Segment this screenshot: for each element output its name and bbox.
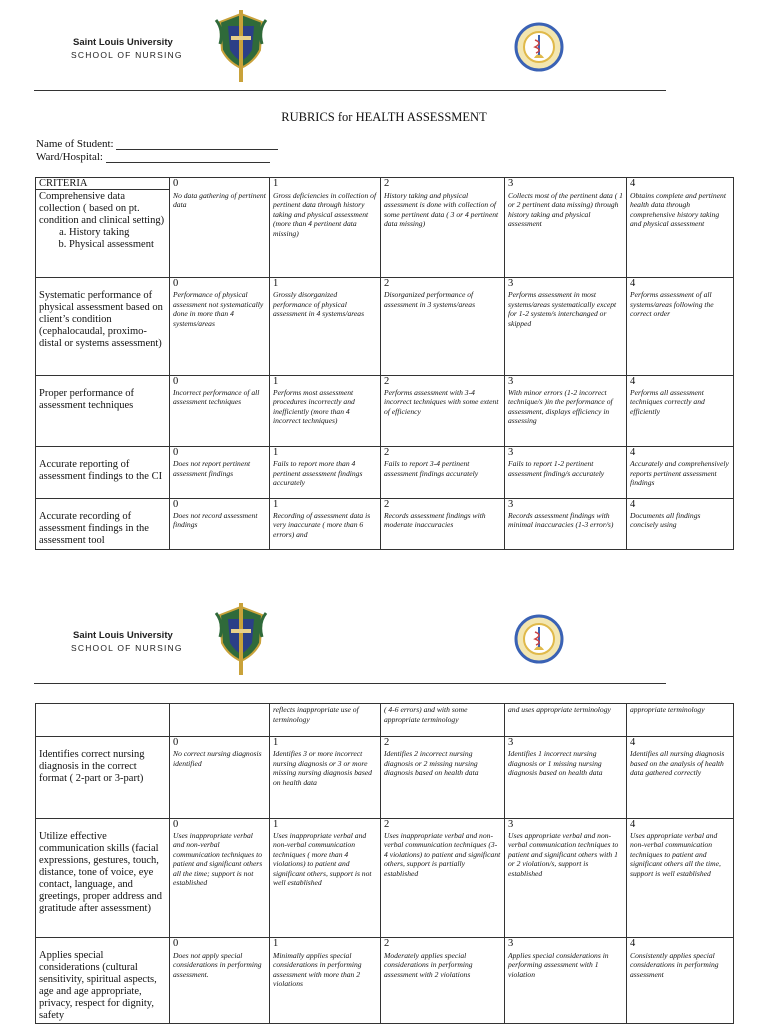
score-number: 4 <box>627 447 734 459</box>
header-row <box>36 178 734 190</box>
rubric-cell: Uses appropriate verbal and non-verbal communication techniques to patient and significant others with 1 or 2 violation/s, support is established <box>505 830 627 938</box>
university-name: Saint Louis University <box>73 630 173 641</box>
rubric-cell: Records assessment findings with moderate inaccuracies <box>381 510 505 550</box>
ward-label: Ward/Hospital: <box>36 151 106 163</box>
criterion-cell: Accurate recording of assessment findings in the assessment tool <box>36 498 170 550</box>
rubric-cell: Uses inappropriate verbal and non-verbal communication techniques ( more than 4 violations) to patient and significant others, support is not well established <box>270 830 381 938</box>
rubric-cell: Obtains complete and pertinent health data through comprehensive history taking and physical assessment <box>627 190 734 278</box>
score-number: 3 <box>505 278 627 290</box>
score-number: 1 <box>270 278 381 290</box>
header-divider <box>34 90 666 91</box>
continuation-cell: appropriate terminology <box>627 704 734 737</box>
rubric-cell: Does not apply special considerations in performing assessment. <box>170 950 270 1024</box>
sub-item: a. History taking <box>69 227 166 239</box>
rubric-cell: Performs assessment with 3-4 incorrect techniques with some extent of efficiency <box>381 387 505 447</box>
score-number: 3 <box>505 375 627 387</box>
score-number: 0 <box>170 938 270 950</box>
student-name-label: Name of Student: <box>36 138 117 150</box>
criterion-sub-list <box>39 227 166 251</box>
rubric-cell: Does not report pertinent assessment findings <box>170 458 270 498</box>
ward-field[interactable] <box>36 151 270 163</box>
table-row <box>36 190 734 278</box>
score-number: 2 <box>381 447 505 459</box>
university-name: Saint Louis University <box>73 37 173 48</box>
sub-item: b. Physical assessment <box>69 239 166 251</box>
rubric-cell: Minimally applies special considerations in performing assessment with more than 2 violations <box>270 950 381 1024</box>
criterion-cell: Accurate reporting of assessment findings to the CI <box>36 447 170 499</box>
rubric-cell: Grossly disorganized performance of physical assessment in 4 systems/areas <box>270 289 381 375</box>
page-title: RUBRICS for HEALTH ASSESSMENT <box>281 110 487 124</box>
score-number: 3 <box>505 447 627 459</box>
rubric-cell: Records assessment findings with minimal inaccuracies (1-3 error/s) <box>505 510 627 550</box>
score-number: 4 <box>627 375 734 387</box>
rubric-cell: Performs all assessment techniques correctly and efficiently <box>627 387 734 447</box>
rubric-cell: Uses inappropriate verbal and non-verbal communication techniques to patient and significant others all the time; support is not established <box>170 830 270 938</box>
rubric-cell: Fails to report 1-2 pertinent assessment finding/s accurately <box>505 458 627 498</box>
score-number: 1 <box>270 498 381 510</box>
score-number: 4 <box>627 737 734 749</box>
score-row <box>36 818 734 830</box>
score-number: 4 <box>627 818 734 830</box>
score-number: 1 <box>270 447 381 459</box>
rubric-cell: Uses appropriate verbal and non-verbal communication techniques to patient and significant others all the time, support is well established <box>627 830 734 938</box>
rubric-cell: Performs assessment in most systems/areas systematically except for 1-2 system/s interchanged or skipped <box>505 289 627 375</box>
rubric-cell: With minor errors (1-2 incorrect technique/s )in the performance of assessment, displays efficiency in assessing <box>505 387 627 447</box>
rubric-cell: Identifies 2 incorrect nursing diagnosis or 2 missing nursing diagnosis based on health data <box>381 748 505 818</box>
rubric-cell: No data gathering of pertinent data <box>170 190 270 278</box>
school-of-nursing-seal-icon <box>514 612 564 666</box>
score-number: 4 <box>627 498 734 510</box>
rubric-cell: Consistently applies special considerations in performing assessment <box>627 950 734 1024</box>
continuation-cell <box>170 704 270 737</box>
score-number: 0 <box>170 447 270 459</box>
rubric-cell: Accurately and comprehensively reports pertinent assessment findings <box>627 458 734 498</box>
ward-line[interactable] <box>106 153 270 163</box>
rubric-cell: History taking and physical assessment is done with collection of some pertinent data ( 3 or 4 pertinent data missing) <box>381 190 505 278</box>
score-number: 2 <box>381 498 505 510</box>
school-of-nursing-seal-icon <box>514 20 564 74</box>
student-name-line[interactable] <box>116 140 278 150</box>
score-number: 1 <box>270 818 381 830</box>
student-name-field[interactable] <box>36 138 278 150</box>
rubric-cell: Documents all findings concisely using <box>627 510 734 550</box>
criterion-cell: Applies special considerations (cultural sensitivity, spiritual aspects, age and age appropriate, privacy, respect for dignity, safety <box>36 938 170 1024</box>
continuation-cell: reflects inappropriate use of terminology <box>270 704 381 737</box>
rubric-cell: Identifies 1 incorrect nursing diagnosis or 1 missing nursing diagnosis based on health data <box>505 748 627 818</box>
rubric-cell: Does not record assessment findings <box>170 510 270 550</box>
score-header: 0 <box>170 178 270 190</box>
score-number: 1 <box>270 375 381 387</box>
header-divider <box>34 683 666 684</box>
score-number: 2 <box>381 938 505 950</box>
rubric-cell: Identifies all nursing diagnosis based on the analysis of health data gathered correctly <box>627 748 734 818</box>
rubric-cell: Applies special considerations in performing assessment with 1 violation <box>505 950 627 1024</box>
score-number: 0 <box>170 375 270 387</box>
criterion-cell: Proper performance of assessment techniques <box>36 375 170 447</box>
continuation-cell <box>36 704 170 737</box>
criterion-cell: Utilize effective communication skills (facial expressions, gestures, touch, distance, tone of voice, eye contact, language, and greetings, proper address and gratitude after assessment) <box>36 818 170 938</box>
score-row <box>36 278 734 290</box>
criterion-cell <box>36 190 170 278</box>
score-number: 0 <box>170 818 270 830</box>
score-number: 0 <box>170 737 270 749</box>
score-row <box>36 447 734 459</box>
rubric-cell: Disorganized performance of assessment in 3 systems/areas <box>381 289 505 375</box>
score-number: 3 <box>505 737 627 749</box>
score-header: 4 <box>627 178 734 190</box>
rubric-cell: Performs most assessment procedures incorrectly and inefficiently (more than 4 incorrect techniques) <box>270 387 381 447</box>
criterion-cell: Systematic performance of physical assessment based on client’s condition (cephalocaudal, proximo-distal or systems assessment) <box>36 278 170 376</box>
score-number: 2 <box>381 278 505 290</box>
score-row <box>36 498 734 510</box>
score-row <box>36 938 734 950</box>
rubric-cell: Identifies 3 or more incorrect nursing diagnosis or 3 or more missing nursing diagnosis based on health data <box>270 748 381 818</box>
score-number: 2 <box>381 737 505 749</box>
criterion-text: Comprehensive data collection ( based on pt. condition and clinical setting) <box>39 191 165 226</box>
rubric-cell: Incorrect performance of all assessment techniques <box>170 387 270 447</box>
score-number: 2 <box>381 818 505 830</box>
score-number: 3 <box>505 498 627 510</box>
criteria-header: CRITERIA <box>36 178 170 190</box>
continuation-cell: and uses appropriate terminology <box>505 704 627 737</box>
rubric-cell: Recording of assessment data is very inaccurate ( more than 6 errors) and <box>270 510 381 550</box>
continuation-cell: ( 4-6 errors) and with some appropriate terminology <box>381 704 505 737</box>
rubric-cell: Fails to report more than 4 pertinent assessment findings accurately <box>270 458 381 498</box>
score-number: 3 <box>505 818 627 830</box>
score-header: 2 <box>381 178 505 190</box>
rubric-cell: Performs assessment of all systems/areas following the correct order <box>627 289 734 375</box>
rubric-cell: Collects most of the pertinent data ( 1 or 2 pertinent data missing) through history taking and physical assessment <box>505 190 627 278</box>
rubric-cell: Uses inappropriate verbal and non-verbal communication techniques (3-4 violations) to patient and significant others, support is partially established <box>381 830 505 938</box>
continuation-row <box>36 704 734 737</box>
score-number: 4 <box>627 278 734 290</box>
score-row <box>36 375 734 387</box>
university-crest-icon <box>214 10 268 84</box>
score-header: 1 <box>270 178 381 190</box>
university-crest-icon <box>214 603 268 677</box>
score-number: 2 <box>381 375 505 387</box>
score-number: 0 <box>170 498 270 510</box>
score-number: 0 <box>170 278 270 290</box>
rubric-cell: Fails to report 3-4 pertinent assessment findings accurately <box>381 458 505 498</box>
rubric-cell: Moderately applies special considerations in performing assessment with 2 violations <box>381 950 505 1024</box>
score-number: 3 <box>505 938 627 950</box>
school-name: SCHOOL OF NURSING <box>71 643 183 653</box>
criterion-cell: Identifies correct nursing diagnosis in the correct format ( 2-part or 3-part) <box>36 737 170 819</box>
rubric-cell: No correct nursing diagnosis identified <box>170 748 270 818</box>
rubric-cell: Performance of physical assessment not systematically done in more than 4 systems/areas <box>170 289 270 375</box>
score-number: 1 <box>270 737 381 749</box>
rubric-cell: Gross deficiencies in collection of pertinent data through history taking and physical assessment (more than 4 pertinent data missing) <box>270 190 381 278</box>
score-header: 3 <box>505 178 627 190</box>
score-row <box>36 737 734 749</box>
score-number: 4 <box>627 938 734 950</box>
rubric-table-2 <box>35 703 734 1024</box>
rubric-table-1 <box>35 177 734 550</box>
school-name: SCHOOL OF NURSING <box>71 50 183 60</box>
score-number: 1 <box>270 938 381 950</box>
